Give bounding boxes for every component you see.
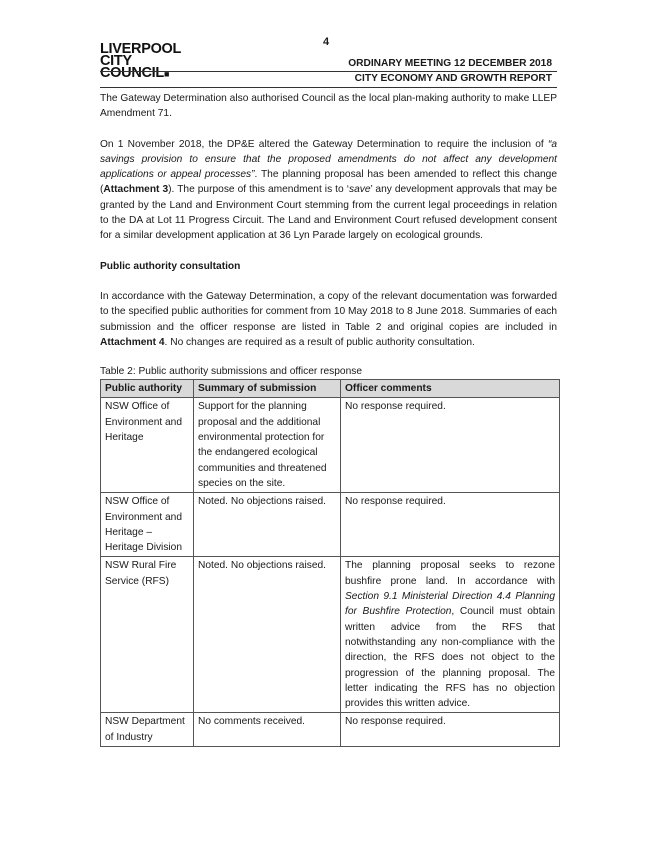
logo-line-1: LIVERPOOL (100, 41, 182, 57)
summary-cell: Noted. No objections raised. (194, 493, 341, 557)
column-header: Summary of submission (194, 380, 341, 398)
ministerial-direction-reference: Section 9.1 Ministerial Direction 4.4 Planning for Bushfire Protection (345, 591, 555, 618)
council-logo (100, 43, 200, 80)
summary-cell: No comments received. (194, 713, 341, 747)
logo-line-3: COUNCIL■ (100, 65, 170, 81)
authority-cell: NSW Rural Fire Service (RFS) (101, 557, 194, 713)
paragraph-gateway-alteration: On 1 November 2018, the DP&E altered the Gateway Determination to require the inclusion of “a savings provision to ensure that the proposed amendments do not affect any development applications or appeal processes”. The planning proposal has been amended to reflect this change (Attachment 3). The purpose of this amendment is to ‘save’ any development approvals that may be granted by the Land and Environment Court stemming from the current legal proceedings in relation to the DA at Lot 11 Progress Circuit. The Land and Environment Court refused development consent for a similar development application at 36 Lyn Parade largely on ecological grounds. (100, 138, 557, 242)
section-heading: Public authority consultation (100, 260, 241, 272)
paragraph-consultation: In accordance with the Gateway Determination, a copy of the relevant documentation was forwarded to the specified public authorities for comment from 10 May 2018 to 8 June 2018. Summaries of each submission and the officer response are listed in Table 2 and original copies are included in Attachment 4. No changes are required as a result of public authority consultation. (100, 290, 557, 348)
table-caption: Table 2: Public authority submissions and officer response (100, 366, 362, 378)
savings-provision-quote: “a savings provision to ensure that the proposed amendments do not affect any development applications or appeal processes” (100, 138, 557, 181)
attachment-3-reference: Attachment 3 (103, 184, 169, 196)
report-body (100, 91, 557, 747)
table-row (101, 493, 560, 557)
table-header-row (101, 380, 560, 398)
header-divider-top (100, 71, 557, 72)
column-header: Public authority (101, 380, 194, 398)
authority-cell: NSW Department of Industry (101, 713, 194, 747)
logo-mark-icon: ■ (163, 69, 170, 79)
summary-cell: Noted. No objections raised. (194, 557, 341, 713)
submissions-table (100, 379, 560, 747)
meeting-title: ORDINARY MEETING 12 DECEMBER 2018 (348, 58, 552, 69)
table-row (101, 557, 560, 713)
summary-cell: Support for the planning proposal and the additional environmental protection for the endangered ecological communities and threatened species on the site. (194, 398, 341, 493)
comment-cell: The planning proposal seeks to rezone bushfire prone land. In accordance with Section 9.1 Ministerial Direction 4.4 Planning for Bushfire Protection, Council must obtain written advice from the RFS that notwithstanding any non-compliance with the direction, the RFS does not object to the progression of the planning proposal. The letter indicating the RFS has no objection provides this written advice. (341, 557, 560, 713)
attachment-4-reference: Attachment 4 (100, 336, 165, 348)
header-divider-bottom (100, 87, 557, 88)
table-row (101, 398, 560, 493)
table-row (101, 713, 560, 747)
paragraph-plan-making: The Gateway Determination also authorised Council as the local plan-making authority to make LLEP Amendment 71. (100, 93, 557, 120)
report-title: CITY ECONOMY AND GROWTH REPORT (354, 73, 552, 84)
authority-cell: NSW Office of Environment and Heritage (101, 398, 194, 493)
page-number: 4 (322, 36, 330, 48)
comment-cell: No response required. (341, 493, 560, 557)
column-header: Officer comments (341, 380, 560, 398)
logo-line-2: CITY (100, 53, 132, 69)
comment-cell: No response required. (341, 713, 560, 747)
authority-cell: NSW Office of Environment and Heritage – Heritage Division (101, 493, 194, 557)
comment-cell: No response required. (341, 398, 560, 493)
